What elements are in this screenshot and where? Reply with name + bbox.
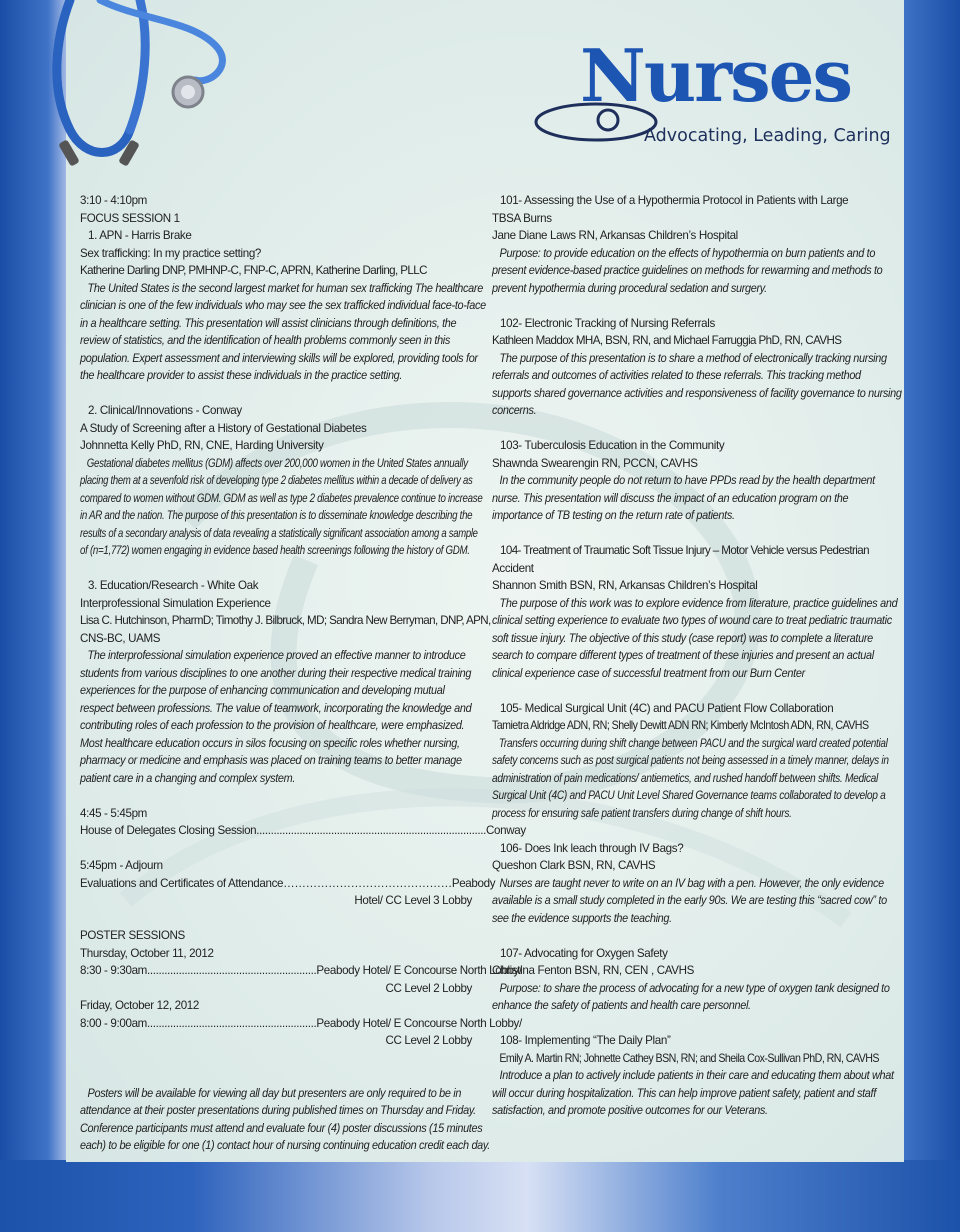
adjourn-label: Evaluations and Certificates of Attendance xyxy=(80,876,284,890)
session-3-heading: 3. Education/Research - White Oak xyxy=(88,579,259,592)
poster-107-title: 107- Advocating for Oxygen Safety xyxy=(500,946,668,960)
adjourn-location-cont: Hotel/ CC Level 3 Lobby xyxy=(354,894,472,907)
abstract-line: Nurses are taught never to write on an IV bag with a pen. However, the only evidence xyxy=(499,876,884,890)
abstract-line: the healthcare provider to assist these individuals in the practice setting. xyxy=(80,369,403,382)
adjourn-row xyxy=(80,875,496,893)
abstract-line: contributing roles of each profession to the provision of healthcare, were emphasized. xyxy=(80,719,465,732)
abstract-line: importance of TB testing on the return rate of patients. xyxy=(492,509,735,522)
poster-102-title: 102- Electronic Tracking of Nursing Referrals xyxy=(500,316,715,330)
abstract-line: The purpose of this work was to explore evidence from literature, practice guidelines and xyxy=(499,596,898,610)
poster-105-title: 105- Medical Surgical Unit (4C) and PACU Patient Flow Collaboration xyxy=(500,701,834,715)
poster-day-1-row xyxy=(80,962,522,980)
abstract-line: supports shared governance activities and responsiveness of facility governance to nursing xyxy=(492,386,902,400)
adjourn-dots: ……………………………………… xyxy=(283,876,452,890)
stethoscope-icon xyxy=(30,0,260,180)
abstract-line: present evidence-based practice guidelines on methods for rewarming and methods to xyxy=(492,264,883,277)
abstract-line: process for ensuring safe patient transfers during change of shift hours. xyxy=(492,806,792,820)
poster-note-line: attendance at their poster presentations during published times on Thursday and Friday. xyxy=(80,1104,476,1117)
abstract-line: pharmacy or medicine and emphasis was placed on training teams to better manage xyxy=(80,754,462,767)
abstract-line: concerns. xyxy=(492,404,537,417)
poster-106-title: 106- Does Ink leach through IV Bags? xyxy=(500,841,684,855)
adjourn-location: Peabody xyxy=(451,876,496,890)
bottom-band xyxy=(0,1160,960,1232)
poster-note-line: Posters will be available for viewing all day but presenters are only required to be in xyxy=(87,1086,462,1100)
abstract-line: in AR and the nation. The purpose of this presentation is to disseminate knowledge describing the xyxy=(80,509,473,522)
poster-105-authors: Tamietra Aldridge ADN, RN; Shelly Dewitt ADN RN; Kimberly McIntosh ADN, RN, CAVHS xyxy=(492,719,869,732)
poster-day-2-dots: ........................................................... xyxy=(147,1016,317,1030)
poster-day-2-location-cont: CC Level 2 Lobby xyxy=(385,1034,472,1047)
logo-wordmark: Nurses xyxy=(580,33,851,118)
abstract-line: available is a small study completed in the early 90s. We are testing this “sacred cow” to xyxy=(492,894,887,907)
poster-104-title-cont: Accident xyxy=(492,561,534,575)
poster-sessions-heading: POSTER SESSIONS xyxy=(80,929,185,942)
abstract-line: nurse. This presentation will discuss the impact of an education program on the xyxy=(492,491,849,505)
abstract-line: administration of pain medications/ antiemetics, and rushed handoff between shifts. Medical xyxy=(492,771,878,785)
closing-session-row xyxy=(80,822,526,840)
abstract-line: respect between professions. The value of teamwork, incorporating the knowledge and xyxy=(80,701,472,715)
poster-104-authors: Shannon Smith BSN, RN, Arkansas Children’s Hospital xyxy=(492,579,758,592)
session-2-title: A Study of Screening after a History of Gestational Diabetes xyxy=(80,421,367,435)
abstract-line: compared to women without GDM. GDM as well as type 2 diabetes prevalence continue to increase xyxy=(80,491,483,505)
right-column xyxy=(492,192,902,1120)
abstract-line: in a healthcare setting. This presentation will assist clinicians through definitions, the xyxy=(80,316,457,330)
poster-day-1-dots: ........................................................... xyxy=(147,964,317,977)
abstract-line: soft tissue injury. The objective of this study (case report) was to complete a literature xyxy=(492,631,873,645)
session-1-title: Sex trafficking: In my practice setting? xyxy=(80,246,262,260)
abstract-line: Introduce a plan to actively include patients in their care and educating them about what xyxy=(499,1069,894,1082)
abstract-line: clinical experience case of successful treatment from our Burn Center xyxy=(492,666,805,680)
poster-day-1-location: Peabody Hotel/ E Concourse North Lobby/ xyxy=(316,964,522,977)
abstract-line: satisfaction, and promote positive outcomes for our Veterans. xyxy=(492,1104,768,1117)
abstract-line: population. Expert assessment and interviewing skills will be explored, providing tools for xyxy=(80,351,478,365)
poster-102-authors: Kathleen Maddox MHA, BSN, RN, and Michael Farruggia PhD, RN, CAVHS xyxy=(492,334,842,347)
closing-session-dots: ................................................................................ xyxy=(256,824,486,837)
abstract-line: of (n=1,772) women engaging in evidence based health screenings following the history of GDM. xyxy=(80,544,470,557)
abstract-line: enhance the safety of patients and health care personnel. xyxy=(492,999,751,1012)
poster-107-authors: Christina Fenton BSN, RN, CEN , CAVHS xyxy=(492,964,695,977)
nurses-logo xyxy=(528,34,898,164)
poster-101-title: 101- Assessing the Use of a Hypothermia Protocol in Patients with Large xyxy=(500,194,849,207)
session-2-heading: 2. Clinical/Innovations - Conway xyxy=(88,404,242,417)
abstract-line: The interprofessional simulation experience proved an effective manner to introduce xyxy=(87,649,466,662)
poster-101-title-cont: TBSA Burns xyxy=(492,211,552,225)
abstract-line: experiences for the purpose of enhancing communication and developing mutual xyxy=(80,684,445,697)
poster-day-2-row xyxy=(80,1015,522,1033)
poster-106-authors: Queshon Clark BSN, RN, CAVHS xyxy=(492,859,656,872)
abstract-line: Most healthcare education occurs in silos focusing on specific roles whether nursing, xyxy=(80,736,460,750)
abstract-line: clinical setting experience to evaluate two types of wound care to treat pediatric traumatic xyxy=(492,614,892,627)
abstract-line: In the community people do not return to have PPDs read by the health department xyxy=(499,474,875,487)
poster-104-title: 104- Treatment of Traumatic Soft Tissue Injury – Motor Vehicle versus Pedestrian xyxy=(500,544,869,557)
abstract-line: Purpose: to share the process of advocating for a new type of oxygen tank designed to xyxy=(499,981,890,995)
closing-time: 4:45 - 5:45pm xyxy=(80,806,147,820)
session-3-authors-cont: CNS-BC, UAMS xyxy=(80,631,161,645)
abstract-line: Surgical Unit (4C) and PACU Unit Level Shared Governance teams collaborated to develop a xyxy=(492,789,886,802)
abstract-line: search to compare different types of treatment of these injuries and present an actual xyxy=(492,649,874,662)
abstract-line: students from various disciplines to one another during their respective medical training xyxy=(80,666,472,680)
session-time: 3:10 - 4:10pm xyxy=(80,194,147,207)
abstract-line: referrals and outcomes of activities related to these referrals. This tracking method xyxy=(492,369,861,382)
abstract-line: prevent hypothermia during procedural sedation and surgery. xyxy=(492,281,767,295)
poster-note-line: Conference participants must attend and evaluate four (4) poster discussions (15 minutes xyxy=(80,1121,483,1135)
poster-101-authors: Jane Diane Laws RN, Arkansas Children’s Hospital xyxy=(492,229,738,242)
session-2-authors: Johnnetta Kelly PhD, RN, CNE, Harding University xyxy=(80,439,324,452)
abstract-line: see the evidence supports the teaching. xyxy=(492,911,672,925)
abstract-line: clinician is one of the few individuals who may see the sex trafficked individual face-to-face xyxy=(80,299,486,312)
poster-day-2-location: Peabody Hotel/ E Concourse North Lobby/ xyxy=(316,1016,522,1030)
adjourn-time: 5:45pm - Adjourn xyxy=(80,859,163,872)
abstract-line: Purpose: to provide education on the effects of hypothermia on burn patients and to xyxy=(499,246,876,260)
abstract-line: safety concerns such as post surgical patients not being assessed in a timely manner, delays in xyxy=(492,754,889,767)
session-name: FOCUS SESSION 1 xyxy=(80,211,180,225)
closing-session-location: Conway xyxy=(486,824,526,837)
abstract-line: placing them at a sevenfold risk of developing type 2 diabetes mellitus within a decade of delivery as xyxy=(80,474,473,487)
abstract-line: Transfers occurring during shift change between PACU and the surgical ward created potential xyxy=(498,736,888,750)
session-1-heading: 1. APN - Harris Brake xyxy=(88,229,192,242)
abstract-line: Gestational diabetes mellitus (GDM) affects over 200,000 women in the United States annually xyxy=(86,456,468,470)
session-3-title: Interprofessional Simulation Experience xyxy=(80,596,271,610)
poster-day-2: Friday, October 12, 2012 xyxy=(80,999,199,1012)
closing-session-label: House of Delegates Closing Session xyxy=(80,824,257,837)
poster-108-authors: Emily A. Martin RN; Johnette Cathey BSN, RN; and Sheila Cox-Sullivan PhD, RN, CAVHS xyxy=(499,1051,879,1065)
logo-tagline: Advocating, Leading, Caring xyxy=(644,126,891,146)
poster-day-1-time: 8:30 - 9:30am xyxy=(80,964,147,977)
abstract-line: will occur during hospitalization. This can help improve patient safety, patient and staff xyxy=(492,1086,876,1100)
poster-day-1-location-cont: CC Level 2 Lobby xyxy=(385,981,472,995)
poster-108-title: 108- Implementing “The Daily Plan” xyxy=(500,1034,671,1047)
abstract-line: The purpose of this presentation is to share a method of electronically tracking nursing xyxy=(499,351,887,365)
poster-day-2-time: 8:00 - 9:00am xyxy=(80,1016,147,1030)
poster-103-authors: Shawnda Swearengin RN, PCCN, CAVHS xyxy=(492,456,698,470)
session-3-authors: Lisa C. Hutchinson, PharmD; Timothy J. Bilbruck, MD; Sandra New Berryman, DNP, APN, xyxy=(80,614,491,627)
abstract-line: The United States is the second largest market for human sex trafficking The healthcare xyxy=(87,281,483,295)
poster-note-line: each) to be eligible for one (1) contact hour of nursing continuing education credit each day. xyxy=(80,1139,490,1152)
abstract-line: review of statistics, and the identification of health problems commonly seen in this xyxy=(80,334,451,347)
poster-day-1: Thursday, October 11, 2012 xyxy=(80,946,214,960)
session-1-authors: Katherine Darling DNP, PMHNP-C, FNP-C, APRN, Katherine Darling, PLLC xyxy=(80,264,427,277)
abstract-line: patient care in a changing and complex system. xyxy=(80,771,296,785)
poster-103-title: 103- Tuberculosis Education in the Community xyxy=(500,439,725,452)
abstract-line: results of a secondary analysis of data revealing a statistically significant association among a sample xyxy=(80,526,478,540)
